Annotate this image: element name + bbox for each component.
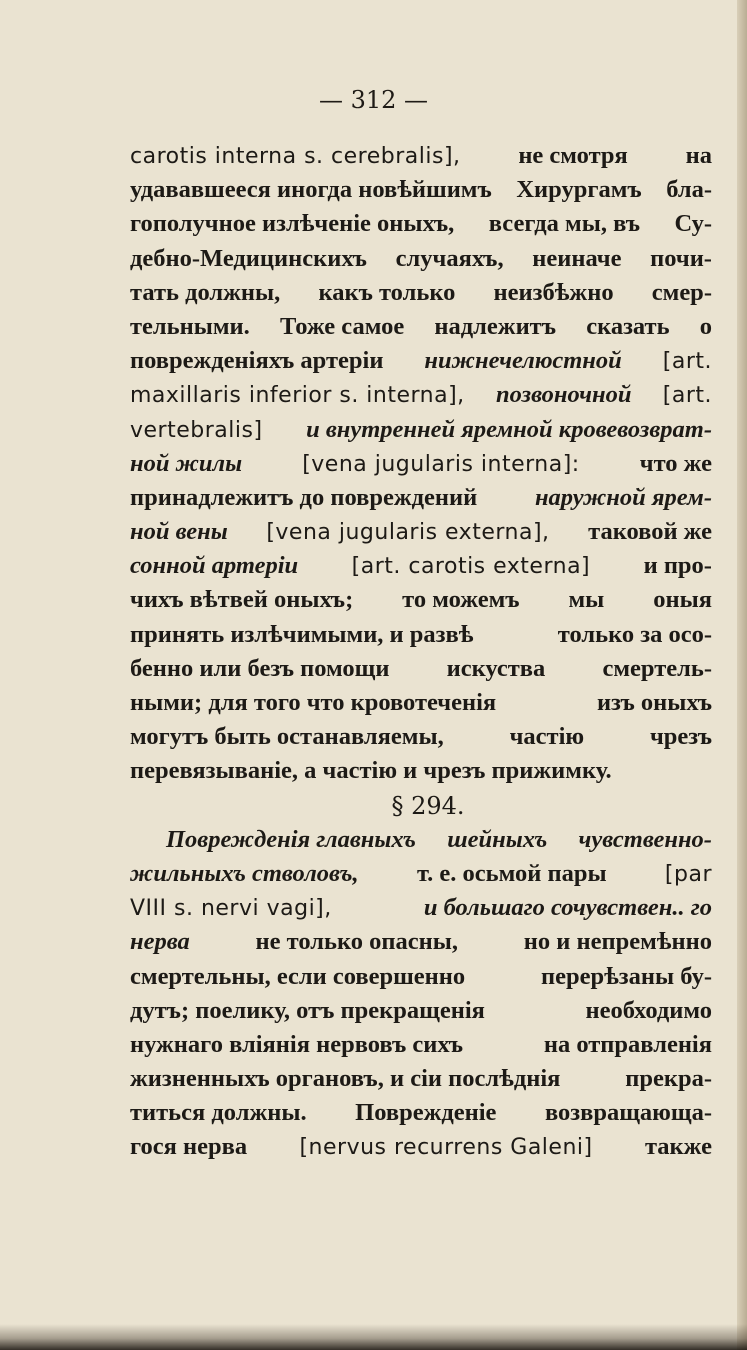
text-span: шейныхъ [447, 825, 548, 853]
text-span: ной вены [130, 518, 228, 546]
text-line [130, 515, 712, 549]
text-span: гося нерва [130, 1133, 248, 1161]
text-line [130, 652, 712, 686]
text-span: титься должны. [130, 1099, 307, 1127]
text-span: частію [509, 723, 585, 751]
text-span: необходимо [585, 996, 712, 1024]
text-span: неиначе [532, 244, 622, 272]
text-line [130, 960, 712, 994]
text-span: на отправленія [543, 1030, 712, 1058]
text-span: перерѣзаны бу- [540, 962, 712, 990]
text-span: maxillaris inferior s. interna], [130, 383, 465, 409]
text-line [130, 891, 712, 925]
text-span: [art. carotis externa] [351, 554, 591, 580]
text-span: тать должны, [130, 278, 281, 306]
text-span: не только опасны, [255, 928, 459, 956]
text-span: о [699, 312, 712, 340]
text-span: сонной артеріи [130, 552, 299, 580]
text-span: carotis interna s. cerebralis], [130, 144, 461, 169]
text-line [130, 925, 712, 959]
text-span: что же [639, 449, 712, 477]
text-span: ными; для того что кровотеченія [130, 689, 497, 716]
text-span: т. е. осьмой пары [416, 859, 607, 887]
text-line [130, 242, 712, 276]
text-line [130, 276, 712, 310]
text-span: позвоночной [495, 381, 632, 409]
page-bottom-shadow [0, 1324, 747, 1350]
text-span: нерва [130, 928, 190, 956]
text-span: тельными. [130, 312, 250, 340]
text-line [130, 823, 712, 857]
text-line [130, 857, 712, 891]
text-span: гополучное излѣченіе оныхъ, [130, 210, 455, 238]
text-span: принадлежитъ до повреждений [130, 483, 478, 511]
text-span: нужнаго вліянія нервовъ сихъ [130, 1030, 464, 1058]
text-line [130, 378, 712, 412]
text-line [130, 1028, 712, 1062]
text-span: ной жилы [130, 449, 243, 477]
text-span: vertebralis] [130, 417, 263, 443]
text-span: дутъ; поелику, отъ прекращенія [130, 996, 485, 1024]
text-span: бла- [666, 176, 712, 204]
text-span: какъ только [318, 278, 456, 306]
text-span: VIII s. nervi vagi], [130, 896, 332, 922]
text-span: смертельны, если совершенно [130, 962, 466, 990]
text-span: только за осо- [557, 620, 712, 648]
text-line [130, 1096, 712, 1130]
text-span: удававшееся иногда новѣйшимъ [130, 176, 492, 204]
text-span: всегда мы, въ [488, 210, 640, 238]
text-line [130, 481, 712, 515]
text-span: также [644, 1133, 712, 1161]
text-span: бенно или безъ помощи [130, 654, 390, 682]
text-span: чувственно- [578, 825, 712, 853]
text-span: жизненныхъ органовъ, и сіи послѣднія [130, 1065, 561, 1093]
text-span: искуства [446, 654, 546, 682]
text-line [130, 1130, 712, 1164]
text-line [130, 549, 712, 583]
text-span: смертель- [602, 654, 712, 682]
text-line [130, 413, 712, 447]
text-line [130, 344, 712, 378]
text-span: надлежитъ [434, 312, 557, 340]
text-span: на [685, 142, 712, 169]
text-span: [art. [662, 349, 712, 375]
text-span: дебно-Медицинскихъ [130, 244, 367, 272]
text-line [130, 173, 712, 207]
text-span: принять излѣчимыми, и развѣ [130, 620, 474, 648]
text-span: [nervus recurrens Galeni] [299, 1135, 593, 1161]
text-span: [par [664, 861, 712, 887]
text-span: сказать [586, 312, 670, 340]
text-span: то можемъ [402, 586, 520, 614]
text-span: и про- [643, 552, 712, 580]
text-span: наружной ярем- [534, 483, 712, 511]
section-heading: § 294. [391, 791, 465, 820]
text-span: мы [568, 586, 605, 614]
text-line [130, 720, 712, 754]
text-span: прекра- [625, 1065, 712, 1093]
text-span: жильныхъ стволовъ, [130, 859, 359, 887]
text-line [130, 1062, 712, 1096]
text-line [130, 583, 712, 617]
text-line [130, 139, 712, 173]
text-span: Тоже самое [279, 312, 405, 340]
text-span: случаяхъ, [395, 244, 504, 272]
text-line [130, 310, 712, 344]
text-span: чихъ вѣтвей оныхъ; [130, 586, 354, 614]
page-number: — 312 — [318, 86, 429, 114]
text-line [130, 994, 712, 1028]
text-span: [vena jugularis externa], [266, 520, 550, 546]
text-span: неизбѣжно [493, 278, 614, 306]
text-span: [vena jugularis interna]: [302, 451, 580, 477]
text-span: чрезъ [649, 723, 712, 751]
text-span: Су- [674, 210, 712, 238]
text-span: Хирургамъ [516, 176, 642, 204]
text-line [130, 618, 712, 652]
text-span: Поврежденіе [355, 1099, 497, 1127]
page-edge [737, 0, 747, 1350]
text-span: почи- [650, 244, 712, 272]
text-span: могутъ быть останавляемы, [130, 723, 444, 751]
body-text [130, 139, 712, 1165]
text-span: и внутренней яремной кровевозврат- [306, 415, 712, 443]
text-span: но и непремѣнно [523, 928, 712, 956]
text-span: нижнечелюстной [424, 347, 622, 375]
text-line [130, 207, 712, 241]
text-span: таковой же [588, 518, 712, 546]
text-span: Поврежденія главныхъ [166, 825, 416, 853]
text-span: [art. [662, 383, 712, 409]
text-line [130, 447, 712, 481]
text-line [130, 686, 712, 720]
text-span: и большаго сочувствен.. го [423, 894, 712, 922]
text-span: возвращающа- [544, 1099, 712, 1127]
text-span: не смотря [518, 142, 628, 169]
text-span: смер- [651, 278, 712, 306]
text-span: оныя [653, 586, 712, 614]
text-span: изъ оныхъ [596, 689, 712, 716]
text-line [130, 754, 712, 788]
text-span: перевязываніе, а частію и чрезъ прижимку. [130, 757, 612, 785]
text-span: поврежденіяхъ артеріи [130, 347, 384, 375]
